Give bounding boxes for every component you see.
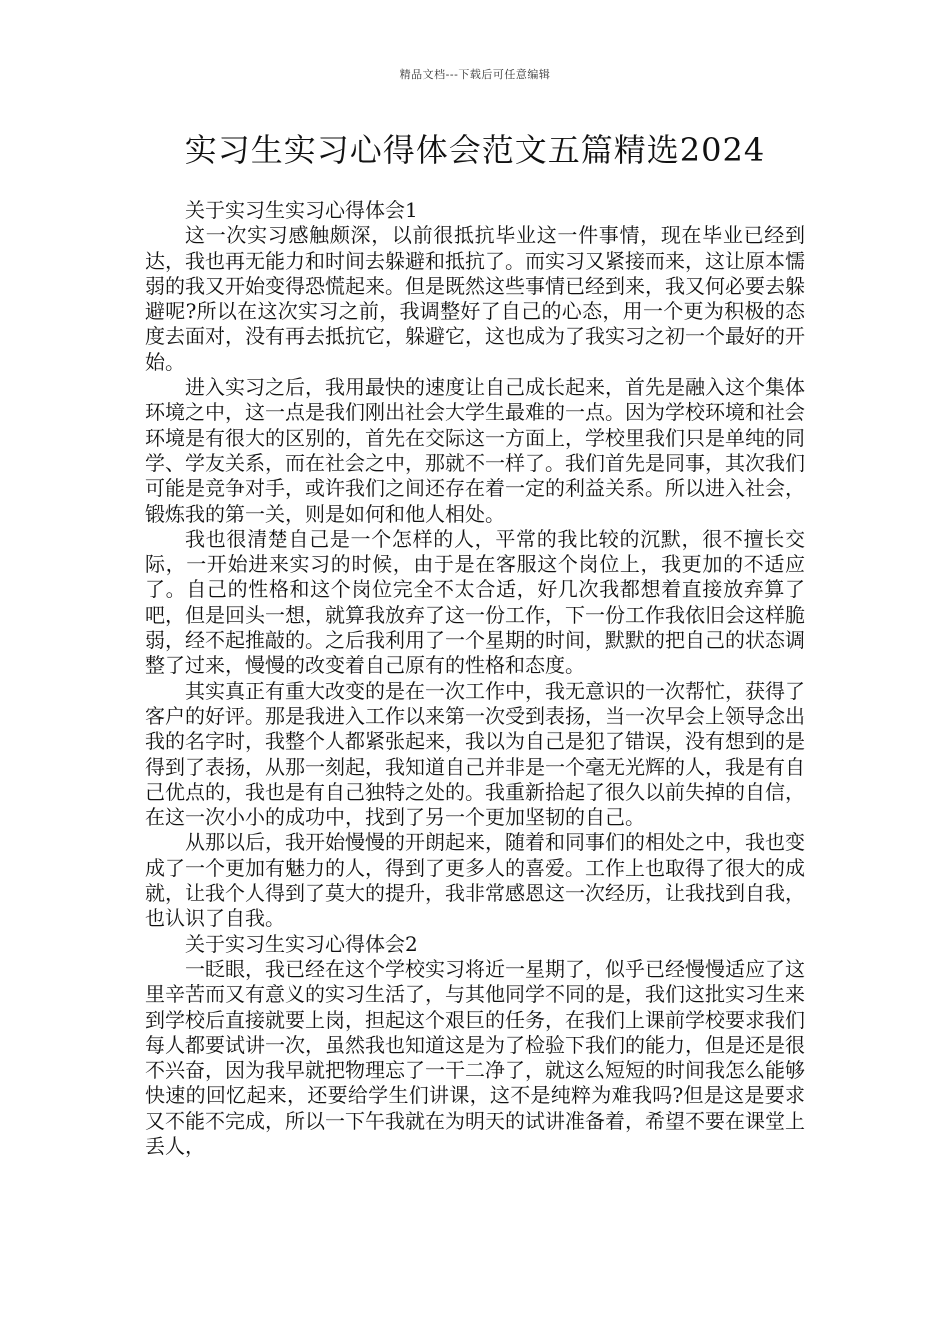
paragraph: 一眨眼，我已经在这个学校实习将近一星期了，似乎已经慢慢适应了这里辛苦而又有意义的实习生活了，与其他同学不同的是，我们这批实习生来到学校后直接就要上岗，担起这个艰巨的任务，在我们上课前学校要求我们每人都要试讲一次，虽然我也知道这是为了检验下我们的能力，但是还是很不兴奋，因为我早就把物理忘了一干二净了，就这么短短的时间我怎么能够快速的回忆起来，还要给学生们讲课，这不是纯粹为难我吗?但是这是要求又不能不完成，所以一下午我就在为明天的试讲准备着，希望不要在课堂上丢人， bbox=[145, 956, 805, 1158]
section-heading: 关于实习生实习心得体会1 bbox=[185, 198, 418, 222]
section-heading: 关于实习生实习心得体会2 bbox=[185, 931, 418, 956]
paragraph: 进入实习之后，我用最快的速度让自己成长起来，首先是融入这个集体环境之中，这一点是我们刚出社会大学生最难的一点。因为学校环境和社会环境是有很大的区别的，首先在交际这一方面上，学校里我们只是单纯的同学、学友关系，而在社会之中，那就不一样了。我们首先是同事，其次我们可能是竞争对手，或许我们之间还存在着一定的利益关系。所以进入社会，锻炼我的第一关，则是如何和他人相处。 bbox=[145, 375, 805, 526]
paragraph: 其实真正有重大改变的是在一次工作中，我无意识的一次帮忙，获得了客户的好评。那是我进入工作以来第一次受到表扬，当一次早会上领导念出我的名字时，我整个人都紧张起来，我以为自己是犯了错误，没有想到的是得到了表扬，从那一刻起，我知道自己并非是一个毫无光辉的人，我是有自己优点的，我也是有自己独特之处的。我重新拾起了很久以前失掉的自信，在这一次小小的成功中，找到了另一个更加坚韧的自己。 bbox=[145, 678, 805, 830]
paragraph: 从那以后，我开始慢慢的开朗起来，随着和同事们的相处之中，我也变成了一个更加有魅力的人，得到了更多人的喜爱。工作上也取得了很大的成就，让我个人得到了莫大的提升，我非常感恩这一次经历，让我找到自我，也认识了自我。 bbox=[145, 830, 805, 931]
document-title: 实习生实习心得体会范文五篇精选2024 bbox=[184, 131, 766, 169]
document-body bbox=[145, 198, 805, 1159]
paragraph: 我也很清楚自己是一个怎样的人，平常的我比较的沉默，很不擅长交际，一开始进来实习的时候，由于是在客服这个岗位上，我更加的不适应了。自己的性格和这个岗位完全不太合适，好几次我都想着直接放弃算了吧，但是回头一想，就算我放弃了这一份工作，下一份工作我依旧会这样脆弱，经不起推敲的。之后我利用了一个星期的时间，默默的把自己的状态调整了过来，慢慢的改变着自己原有的性格和态度。 bbox=[145, 526, 805, 678]
paragraph: 这一次实习感触颇深，以前很抵抗毕业这一件事情，现在毕业已经到达，我也再无能力和时间去躲避和抵抗了。而实习又紧接而来，这让原本懦弱的我又开始变得恐慌起来。但是既然这些事情已经到来，我又何必要去躲避呢?所以在这次实习之前，我调整好了自己的心态，用一个更为积极的态度去面对，没有再去抵抗它，躲避它，这也成为了我实习之初一个最好的开始。 bbox=[145, 223, 805, 374]
header-note: 精品文档---下载后可任意编辑 bbox=[399, 68, 551, 81]
